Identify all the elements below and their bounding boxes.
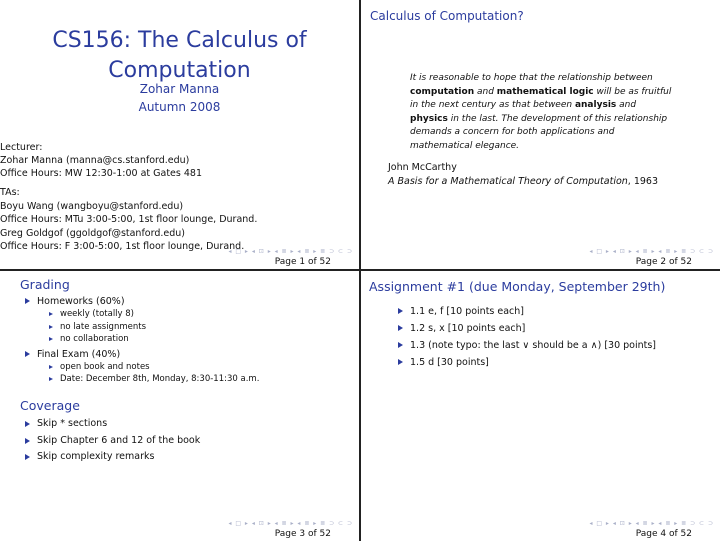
slide-3 — [0, 271, 359, 541]
nav-bar[interactable]: ◂ □ ▸ ◂ ⊡ ▸ ◂ ≣ ▸ ◂ ≣ ▸ ≣ ⊃ ⊂ ⊃ — [589, 248, 714, 255]
lecturer-heading: Lecturer: — [0, 142, 43, 153]
nav-bar[interactable]: ◂ □ ▸ ◂ ⊡ ▸ ◂ ≣ ▸ ◂ ≣ ▸ ≣ ⊃ ⊂ ⊃ — [228, 520, 353, 527]
slide-1-author: Zohar Manna — [139, 82, 220, 96]
bullet-icon — [25, 421, 30, 427]
attribution — [388, 161, 658, 188]
ta-line: Greg Goldgof (ggoldgof@stanford.edu) — [0, 227, 186, 239]
coverage-title: Coverage — [20, 398, 80, 413]
ta-line: Office Hours: F 3:00-5:00, 1st floor lounge, Durand. — [0, 241, 245, 252]
list-item: Date: December 8th, Monday, 8:30-11:30 a.m. — [25, 373, 259, 386]
grading-title: Grading — [20, 277, 70, 292]
page-number: Page 3 of 52 — [274, 529, 331, 539]
list-item: Final Exam (40%) — [25, 348, 259, 361]
lecturer-line: Zohar Manna (manna@cs.stanford.edu) — [0, 155, 190, 166]
bullet-icon — [49, 365, 53, 369]
bullet-icon — [398, 359, 403, 365]
lecturer-block — [0, 141, 202, 180]
bullet-icon — [398, 342, 403, 348]
quote: It is reasonable to hope that the relationship between computation and mathematical logic will be as fruitful in the next century as that between analysis and physics in the last. The development of this relationship demands a concern for both applications and mathematical elegance. — [410, 73, 672, 151]
attribution-work: A Basis for a Mathematical Theory of Computation, 1963 — [388, 175, 659, 187]
list-item: 1.2 s, x [10 points each] — [398, 320, 656, 337]
tas-heading: TAs: — [0, 187, 20, 198]
tas-block — [0, 186, 257, 254]
list-item: no collaboration — [25, 333, 259, 346]
ta-line: Boyu Wang (wangboyu@stanford.edu) — [0, 200, 184, 212]
list-item: 1.3 (note typo: the last ∨ should be a ∧) [30 points] — [398, 337, 656, 354]
list-item: 1.1 e, f [10 points each] — [398, 303, 656, 320]
attribution-name: John McCarthy — [388, 162, 457, 173]
list-item: Skip Chapter 6 and 12 of the book — [25, 433, 200, 450]
bullet-icon — [25, 351, 30, 357]
bullet-icon — [398, 308, 403, 314]
bullet-icon — [25, 298, 30, 304]
lecturer-line: Office Hours: MW 12:30-1:00 at Gates 481 — [0, 168, 202, 179]
bullet-icon — [49, 337, 53, 341]
bullet-icon — [398, 325, 403, 331]
list-item: weekly (totally 8) — [25, 308, 259, 321]
slide-1-date: Autumn 2008 — [138, 100, 221, 114]
nav-bar[interactable]: ◂ □ ▸ ◂ ⊡ ▸ ◂ ≣ ▸ ◂ ≣ ▸ ≣ ⊃ ⊂ ⊃ — [589, 520, 714, 527]
slide-2-title: Calculus of Computation? — [370, 9, 524, 23]
slide-2 — [361, 0, 720, 269]
page-number: Page 2 of 52 — [635, 257, 692, 267]
ta-line: Office Hours: MTu 3:00-5:00, 1st floor lounge, Durand. — [0, 214, 258, 225]
bullet-icon — [49, 377, 53, 381]
page-number: Page 1 of 52 — [274, 257, 331, 267]
slide-4 — [361, 271, 720, 541]
list-item: Skip complexity remarks — [25, 449, 200, 466]
list-item: Homeworks (60%) — [25, 295, 259, 308]
list-item: open book and notes — [25, 361, 259, 374]
bullet-icon — [25, 454, 30, 460]
bullet-icon — [49, 325, 53, 329]
bullet-icon — [49, 312, 53, 316]
slide-1-title: CS156: The Calculus of Computation — [52, 28, 307, 83]
coverage-list — [25, 416, 200, 466]
horizontal-divider — [0, 269, 720, 271]
nav-bar[interactable]: ◂ □ ▸ ◂ ⊡ ▸ ◂ ≣ ▸ ◂ ≣ ▸ ≣ ⊃ ⊂ ⊃ — [228, 248, 353, 255]
page-number: Page 4 of 52 — [635, 529, 692, 539]
slide-4-title: Assignment #1 (due Monday, September 29th) — [369, 279, 666, 294]
list-item: Skip * sections — [25, 416, 200, 433]
list-item: no late assignments — [25, 321, 259, 334]
bullet-icon — [25, 438, 30, 444]
list-item: 1.5 d [30 points] — [398, 354, 656, 371]
grading-list — [25, 295, 259, 386]
slide-1 — [0, 0, 359, 269]
assignment-list — [398, 303, 656, 371]
